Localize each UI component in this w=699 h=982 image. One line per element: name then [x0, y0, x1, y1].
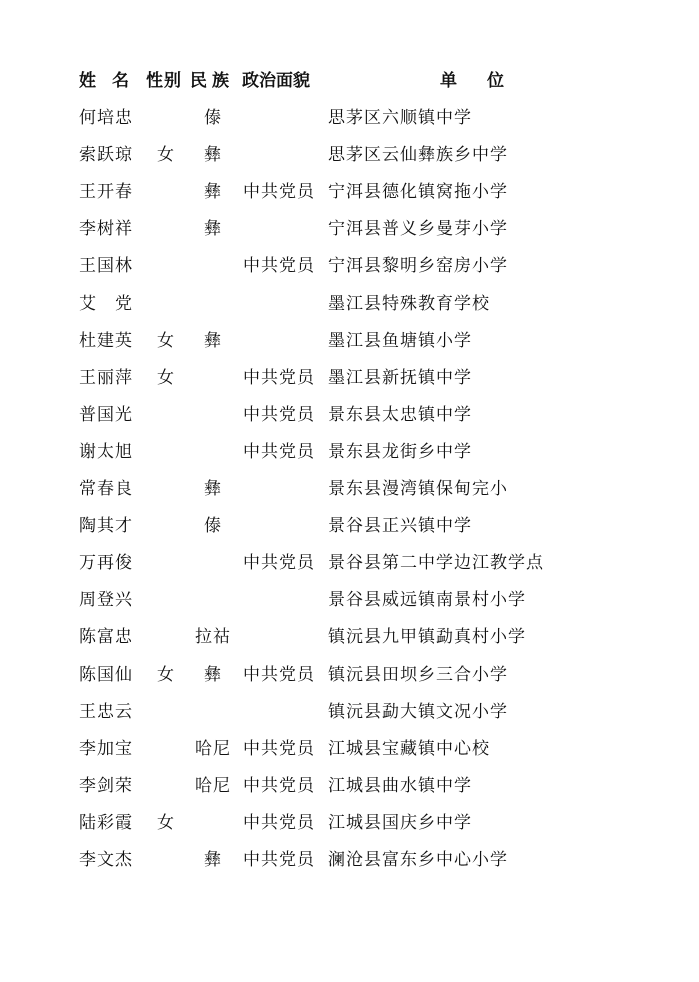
table-row — [0, 140, 699, 170]
person-gender: 女 — [157, 367, 175, 388]
person-name: 陈国仙 — [79, 664, 133, 685]
person-ethnicity: 彝 — [204, 664, 222, 685]
person-unit: 宁洱县德化镇窝拖小学 — [328, 182, 508, 203]
person-political-status: 中共党员 — [243, 367, 315, 388]
person-gender: 女 — [157, 145, 175, 166]
person-ethnicity: 哈尼 — [195, 738, 231, 759]
person-name: 李文杰 — [79, 850, 133, 870]
person-political-status: 中共党员 — [243, 812, 315, 833]
person-unit: 景谷县正兴镇中学 — [328, 516, 472, 537]
person-unit: 江城县国庆乡中学 — [328, 812, 472, 833]
person-name: 陈富忠 — [79, 627, 133, 648]
person-gender: 女 — [157, 664, 175, 685]
person-ethnicity: 彝 — [204, 850, 222, 870]
person-ethnicity: 哈尼 — [195, 775, 231, 796]
person-unit: 江城县曲水镇中学 — [328, 775, 472, 796]
person-name: 陶其才 — [79, 516, 133, 537]
person-unit: 墨江县鱼塘镇小学 — [328, 330, 472, 351]
person-political-status: 中共党员 — [243, 404, 315, 425]
person-political-status: 中共党员 — [243, 775, 315, 796]
table-row — [0, 289, 699, 319]
table-header — [0, 66, 699, 96]
person-name: 王开春 — [79, 182, 133, 203]
person-ethnicity: 彝 — [204, 145, 222, 166]
header-unit: 单位 — [440, 71, 534, 91]
person-name: 李剑荣 — [79, 775, 133, 796]
person-ethnicity: 彝 — [204, 182, 222, 203]
table-row — [0, 177, 699, 207]
person-unit: 墨江县新抚镇中学 — [328, 367, 472, 388]
person-unit: 景东县龙街乡中学 — [328, 441, 472, 462]
person-unit: 景谷县第二中学边江教学点 — [328, 553, 544, 574]
person-name: 杜建英 — [79, 330, 133, 351]
table-row — [0, 511, 699, 541]
person-political-status: 中共党员 — [243, 738, 315, 759]
person-political-status: 中共党员 — [243, 441, 315, 462]
person-unit: 宁洱县黎明乡窑房小学 — [328, 256, 508, 277]
person-name: 李加宝 — [79, 738, 133, 759]
person-gender: 女 — [157, 812, 175, 833]
table-row — [0, 734, 699, 764]
person-ethnicity: 彝 — [204, 219, 222, 240]
person-unit: 宁洱县普义乡曼芽小学 — [328, 219, 508, 240]
table-row — [0, 697, 699, 727]
table-row — [0, 363, 699, 393]
person-unit: 思茅区云仙彝族乡中学 — [328, 145, 508, 166]
person-name: 王忠云 — [79, 701, 133, 722]
table-row — [0, 251, 699, 281]
header-ethnicity: 民族 — [190, 71, 234, 91]
person-unit: 镇沅县九甲镇勐真村小学 — [328, 627, 526, 648]
header-political-status: 政治面貌 — [242, 71, 310, 91]
person-ethnicity: 彝 — [204, 479, 222, 499]
person-unit: 景东县漫湾镇保甸完小 — [328, 479, 508, 499]
table-row — [0, 771, 699, 801]
person-name: 王丽萍 — [79, 367, 133, 388]
table-row — [0, 845, 699, 875]
person-unit: 镇沅县田坝乡三合小学 — [328, 664, 508, 685]
person-name: 普国光 — [79, 404, 133, 425]
person-unit: 镇沅县勐大镇文况小学 — [328, 701, 508, 722]
person-ethnicity: 傣 — [204, 516, 222, 537]
table-row — [0, 660, 699, 690]
person-political-status: 中共党员 — [243, 850, 315, 870]
person-unit: 澜沧县富东乡中心小学 — [328, 850, 508, 870]
person-name: 索跃琼 — [79, 145, 133, 166]
person-unit: 景东县太忠镇中学 — [328, 404, 472, 425]
person-political-status: 中共党员 — [243, 256, 315, 277]
person-unit: 墨江县特殊教育学校 — [328, 293, 490, 314]
person-name: 艾 党 — [79, 293, 133, 314]
table-row — [0, 585, 699, 615]
person-name: 陆彩霞 — [79, 812, 133, 833]
person-ethnicity: 彝 — [204, 330, 222, 351]
person-ethnicity: 拉祜 — [195, 627, 231, 648]
table-row — [0, 103, 699, 133]
table-row — [0, 808, 699, 838]
person-political-status: 中共党员 — [243, 553, 315, 574]
table-row — [0, 400, 699, 430]
person-name: 常春良 — [79, 479, 133, 499]
header-name: 姓名 — [79, 71, 145, 91]
table-row — [0, 437, 699, 467]
person-name: 何培忠 — [79, 108, 133, 128]
header-gender: 性别 — [146, 71, 182, 91]
person-unit: 景谷县威远镇南景村小学 — [328, 590, 526, 611]
person-name: 王国林 — [79, 256, 133, 277]
table-row — [0, 548, 699, 578]
person-political-status: 中共党员 — [243, 182, 315, 203]
person-name: 李树祥 — [79, 219, 133, 240]
person-name: 周登兴 — [79, 590, 133, 611]
person-unit: 思茅区六顺镇中学 — [328, 108, 472, 128]
person-name: 万再俊 — [79, 553, 133, 574]
table-row — [0, 622, 699, 652]
person-unit: 江城县宝藏镇中心校 — [328, 738, 490, 759]
person-political-status: 中共党员 — [243, 664, 315, 685]
person-gender: 女 — [157, 330, 175, 351]
table-row — [0, 214, 699, 244]
table-row — [0, 474, 699, 504]
table-row — [0, 326, 699, 356]
person-ethnicity: 傣 — [204, 108, 222, 128]
person-name: 谢太旭 — [79, 441, 133, 462]
